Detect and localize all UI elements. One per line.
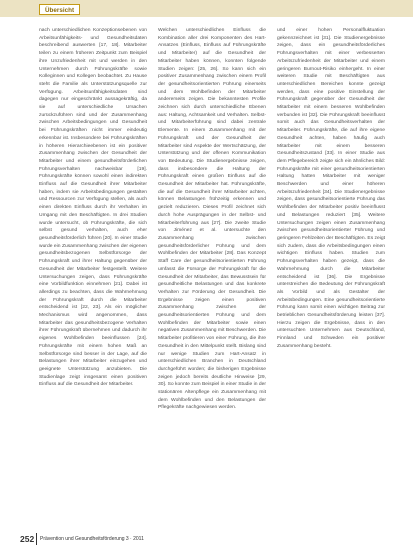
- page-number: 252: [20, 534, 35, 544]
- text-column-2: [158, 27, 266, 535]
- footer-divider: [36, 533, 37, 545]
- text-column-3: [277, 27, 385, 535]
- column-3-paragraph: und einer hohen Personalfluktuation gekennzeichnet ist [31]. Die Studienergebnisse zeigen, dass ein gesundheitsförderliches Führungsverhalten mit einer verbesserten Arbeitszufriedenheit der Mitarbeiter und einem geringeren Burnout-Risiko einhergeht. In einer weiteren Studie mit Beschäftigten aus unterschiedlichen Bereichen konnte gezeigt werden, dass eine positive Einstellung der Führungskraft gegenüber der Gesundheit der Mitarbeiter mit einem besseren Wohlbefinden verbunden ist [32]. Die Führungskraft beeinflusst somit auch das Gesundheitsverhalten der Mitarbeiter. Führungskräfte, die auf ihre eigene Gesundheit achten, haben häufig auch Mitarbeiter mit einem besseren Gesundheitszustand [33]. In einer Studie aus dem Pflegebereich zeigte sich ein ähnliches Bild: Führungskräfte mit einer gesundheitsorientierten Haltung hatten Mitarbeiter mit weniger Beschwerden und einer höheren Arbeitszufriedenheit [34]. Die Studienergebnisse zeigen, dass gesundheitsorientierte Führung das Wohlbefinden der Mitarbeiter positiv beeinflusst und Belastungen reduziert [35]. Weitere Untersuchungen zeigen einen Zusammenhang zwischen gesundheitsorientierter Führung und geringeren Fehlzeiten der Beschäftigten. Es zeigt sich zudem, dass die Arbeitsbedingungen einen wichtigen Einfluss haben. Studien zum Führungsverhalten haben gezeigt, dass die Wahrnehmung durch die Mitarbeiter entscheidend ist [36]. Die Ergebnisse unterstreichen die Bedeutung der Führungskraft als Vorbild und als Gestalter der Arbeitsbedingungen. Eine gesundheitsorientierte Führung kann somit einen wichtigen Beitrag zur betrieblichen Gesundheitsförderung leisten [37]. Hierzu zeigen die Ergebnisse, dass in den untersuchten Unternehmen aus Deutschland, Finnland und Schweden ein positiver Zusammenhang besteht.: [277, 28, 385, 349]
- text-column-1: [39, 27, 147, 535]
- journal-citation: Prävention und Gesundheitsförderung 3 · 2011: [40, 536, 144, 542]
- column-1-paragraph: nach unterschiedlichen Konzeptionsebenen von Arbeitsunfähigkeits- und Gesundheitsdaten beschreibend auswerten [17, 18]. Mitarbeiter teilen zu einem früheren Zeitpunkt zum Beispiel ihre Unzufriedenheit mit und werden in den Unternehmen durch Führungskräfte sowie Kolleginnen und Kollegen beobachtet. Zu Hause steht die Familie als Unterstützungsquelle zur Verfügung. Arbeitsunfähigkeitsdaten sind dagegen nur eingeschränkt aussagekräftig, da sie auf unterschiedliche Ursachen zurückzuführen sind und der Zusammenhang zwischen Arbeitsbedingungen und Gesundheit bei Führungskräften nicht immer eindeutig erkennbar ist. Insbesondere bei Führungskräften in höheren Hierarchieebenen ist ein positiver Zusammenhang zwischen der Gesundheit der Mitarbeiter und einem gesundheitsförderlichen Führungsverhalten nachweisbar [19]. Führungskräfte können sowohl einen indirekten Einfluss auf die Gesundheit ihrer Mitarbeiter haben, indem sie Arbeitsbedingungen gestalten und Ressourcen zur Verfügung stellen, als auch einen direkten Einfluss durch ihr Verhalten im Umgang mit den Beschäftigten. In drei Studien wurde untersucht, ob Führungskräfte, die sich selbst gesund verhalten, auch eher gesundheitsförderlich führen [20]. In einer Studie wurde ein Zusammenhang zwischen der eigenen gesundheitsbezogenen Selbstfürsorge der Führungskraft und ihrer Haltung gegenüber der Gesundheit der Mitarbeiter festgestellt. Weitere Untersuchungen zeigen, dass Führungskräfte eine Vorbildfunktion einnehmen [21]. Dabei ist allerdings zu beachten, dass die Wahrnehmung der Führungskraft durch die Mitarbeiter entscheidend ist [22, 23]. Als ein möglicher Mechanismus wird angenommen, dass Mitarbeiter das gesundheitsbezogene Verhalten ihrer Führungskraft übernehmen und dadurch ihr eigenes Wohlbefinden beeinflussen [24]. Führungskräfte mit einem hohen Maß an Selbstfürsorge sind besser in der Lage, auf die Belastungen ihrer Mitarbeiter einzugehen und geeignete Unterstützung anzubieten. Die Studienlage zeigt insgesamt einen positiven Einfluss auf die Gesundheit der Mitarbeiter.: [39, 28, 147, 388]
- section-tag: Übersicht: [39, 4, 80, 15]
- column-2-paragraph: Welchen unterschiedlichen Einfluss die Kombination aller drei Komponenten des Hart-Ansatzes (Einfluss, Einfluss auf Führungskräfte und Mitarbeiter) auf die Gesundheit der Mitarbeiter haben können, konnten folgende Studien zeigen: [25, 26]. So kann sich ein positiver Zusammenhang zwischen einem Profil der gesundheitsorientierten Führung einerseits und dem Wohlbefinden der Mitarbeiter andererseits zeigen. Die bekanntesten Profile zeichnen sich durch unterschiedliche Ebenen aus: Haltung, Achtsamkeit und Verhalten. Selbst- und Mitarbeiterführung sind dabei zentrale Elemente. In einem Zusammenhang mit der Führungskraft und der Gesundheit der Mitarbeiter sind Aspekte der Wertschätzung, der Unterstützung und der offenen Kommunikation von Bedeutung. Die Studienergebnisse zeigen, dass insbesondere die Haltung der Führungskraft einen großen Einfluss auf die Gesundheit der Mitarbeiter hat. Führungskräfte, die auf die Gesundheit ihrer Mitarbeiter achten, können Belastungen frühzeitig erkennen und gezielt reduzieren. Dieses Profil zeichnet sich durch hohe Ausprägungen in der Selbst- und Mitarbeiterführung aus [27]. Die zweite Studie von Jiménez et al. untersuchte den Zusammenhang zwischen gesundheitsförderlicher Führung und dem Wohlbefinden der Mitarbeiter [28]. Das Konzept Staff Care der gesundheitsorientierten Führung umfasst die Fürsorge der Führungskraft für die Gesundheit der Mitarbeiter, das Bewusstsein für gesundheitliche Belastungen und das konkrete Verhalten zur Förderung der Gesundheit. Die Ergebnisse zeigen einen positiven Zusammenhang zwischen der gesundheitsorientierten Führung und dem Wohlbefinden der Mitarbeiter sowie einen negativen Zusammenhang mit Beschwerden. Die Mitarbeiter profitieren von einer Führung, die ihre Gesundheit in den Mittelpunkt stellt. Bislang sind nur wenige Studien zum Hart-Ansatz in unterschiedlichen Branchen in Deutschland durchgeführt worden; die bisherigen Ergebnisse zeigen jedoch bereits deutliche Hinweise [29, 30]. So konnte zum Beispiel in einer Studie in der stationären Altenpflege ein Zusammenhang mit dem Wohlbefinden und den Belastungen der Pflegekräfte nachgewiesen werden.: [158, 28, 266, 411]
- page-footer: [0, 532, 413, 546]
